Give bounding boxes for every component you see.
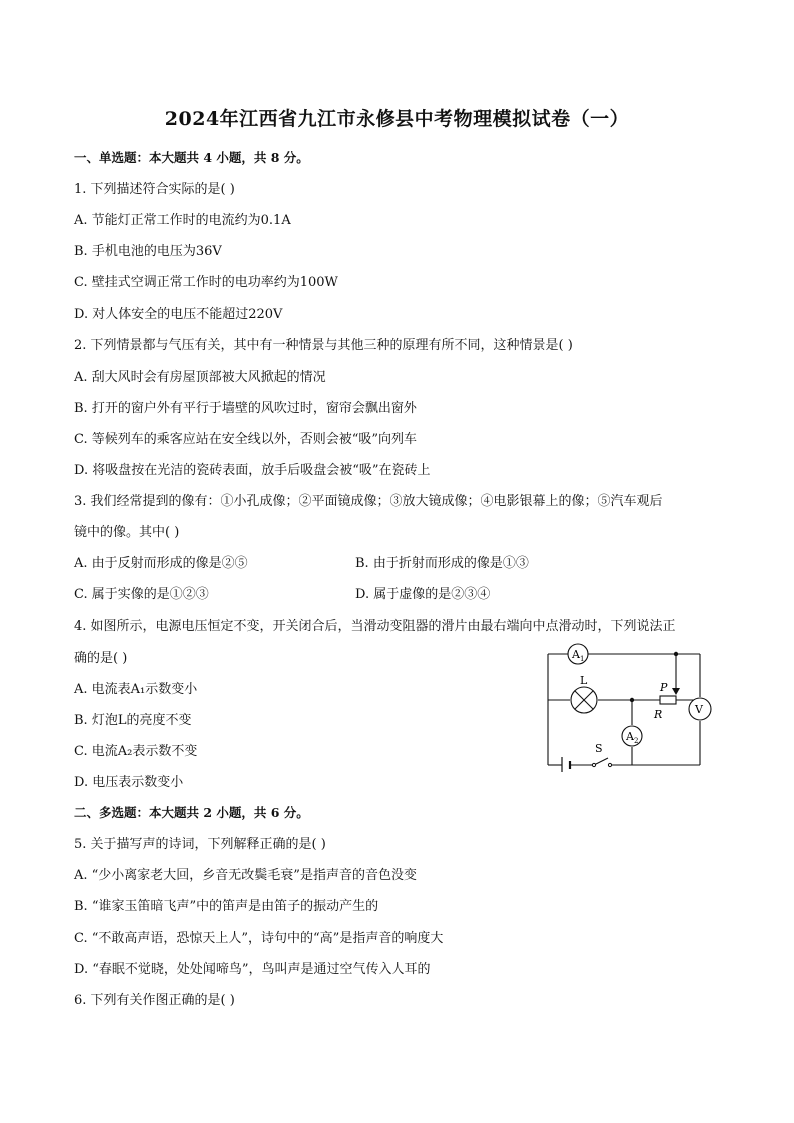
q2-option-a: A. 刮大风时会有房屋顶部被大风掀起的情况 <box>74 370 326 385</box>
q6-stem: 6. 下列有关作图正确的是( ) <box>74 993 235 1008</box>
q5-option-c: C. “不敢高声语，恐惊天上人”，诗句中的“高”是指声音的响度大 <box>74 931 444 946</box>
rheostat-icon <box>660 696 676 704</box>
ammeter-a2-label: $A_2$ <box>626 730 639 745</box>
lamp-label: L <box>580 674 588 687</box>
q1-option-d: D. 对人体安全的电压不能超过220V <box>74 307 283 322</box>
section-multi-choice: 二、多选题：本大题共 2 小题，共 6 分。 <box>74 805 309 820</box>
junction-dot <box>630 698 634 702</box>
q5-option-a: A. “少小离家老大回，乡音无改鬓毛衰”是指声音的音色没变 <box>74 868 417 883</box>
q1-stem: 1. 下列描述符合实际的是( ) <box>74 182 235 197</box>
slider-label: P <box>660 681 668 694</box>
q2-stem: 2. 下列情景都与气压有关，其中有一种情景与其他三种的原理有所不同，这种情景是( ) <box>74 338 573 353</box>
q4-option-b: B. 灯泡L的亮度不变 <box>74 713 192 728</box>
voltmeter-label: V <box>695 703 703 716</box>
q3-option-b: B. 由于折射而形成的像是①③ <box>355 556 529 571</box>
resistor-label: R <box>654 708 663 721</box>
q3-option-a: A. 由于反射而形成的像是②⑤ <box>74 556 248 571</box>
q2-option-c: C. 等候列车的乘客应站在安全线以外，否则会被“吸”向列车 <box>74 432 418 447</box>
q5-option-d: D. “春眠不觉晓，处处闻啼鸟”，鸟叫声是通过空气传入人耳的 <box>74 962 431 977</box>
q2-option-b: B. 打开的窗户外有平行于墙壁的风吹过时，窗帘会飘出窗外 <box>74 401 417 416</box>
q5-stem: 5. 关于描写声的诗词，下列解释正确的是( ) <box>74 837 326 852</box>
lamp-icon <box>571 687 597 713</box>
slider-arrow-icon <box>672 688 680 695</box>
q1-option-a: A. 节能灯正常工作时的电流约为0.1A <box>74 213 291 228</box>
ammeter-a1-label: $A_1$ <box>572 648 585 663</box>
q4-stem-line1: 4. 如图所示，电源电压恒定不变，开关闭合后，当滑动变阻器的滑片由最右端向中点滑动时，下列说法正 <box>74 619 676 634</box>
junction-dot <box>674 652 678 656</box>
switch-icon <box>592 763 611 766</box>
q4-stem-line2: 确的是( ) <box>74 651 128 666</box>
q3-option-c: C. 属于实像的是①②③ <box>74 587 209 602</box>
exam-title: 2024年江西省九江市永修县中考物理模拟试卷（一） <box>164 108 630 130</box>
q2-option-d: D. 将吸盘按在光洁的瓷砖表面，放手后吸盘会被“吸”在瓷砖上 <box>74 463 431 478</box>
q4-option-d: D. 电压表示数变小 <box>74 775 184 790</box>
q1-option-c: C. 壁挂式空调正常工作时的电功率约为100W <box>74 275 338 290</box>
q3-stem-line2: 镜中的像。其中( ) <box>74 525 180 540</box>
q4-option-a: A. 电流表A₁示数变小 <box>74 682 198 697</box>
q3-stem-line1: 3. 我们经常提到的像有：①小孔成像；②平面镜成像；③放大镜成像；④电影银幕上的像；⑤汽车观后 <box>74 494 663 509</box>
q4-option-c: C. 电流A₂表示数不变 <box>74 744 198 759</box>
q5-option-b: B. “谁家玉笛暗飞声”中的笛声是由笛子的振动产生的 <box>74 899 379 914</box>
q3-option-d: D. 属于虚像的是②③④ <box>355 587 491 602</box>
q1-option-b: B. 手机电池的电压为36V <box>74 244 222 259</box>
switch-label: S <box>595 742 603 755</box>
circuit-diagram <box>540 640 720 772</box>
section-single-choice: 一、单选题：本大题共 4 小题，共 8 分。 <box>74 150 309 165</box>
